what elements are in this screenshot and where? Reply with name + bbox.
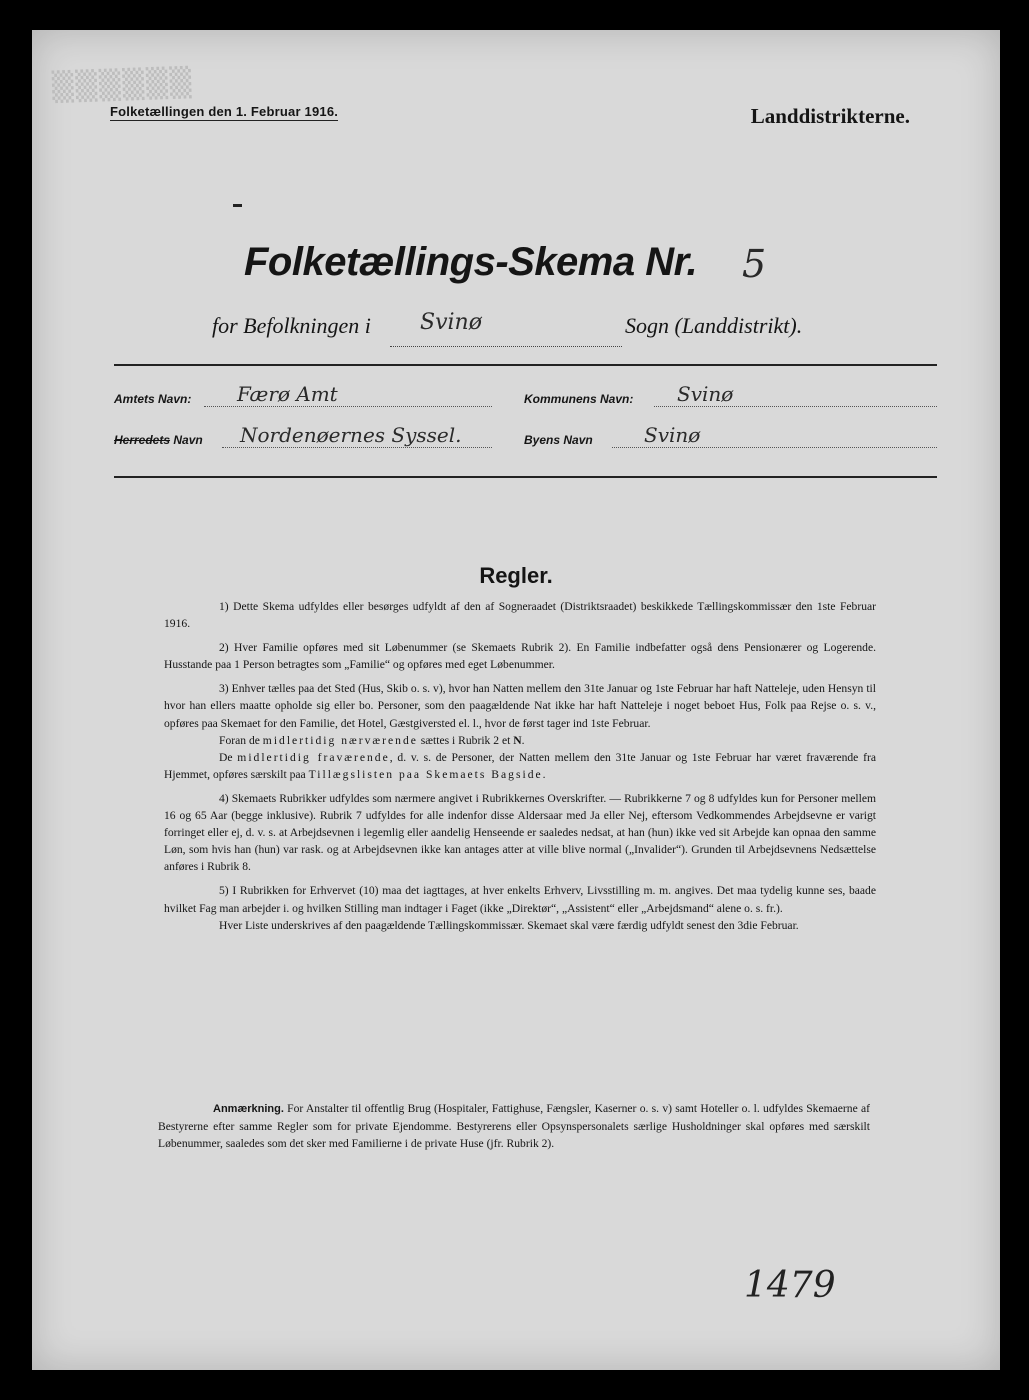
form-title: Folketællings-Skema Nr. [244,240,698,284]
amt-value-handwritten: Færø Amt [237,382,338,406]
census-form-sheet [32,30,1000,1370]
archive-number-handwritten: 1479 [744,1265,836,1306]
rule-5: 5) I Rubrikken for Erhvervet (10) maa det iagttages, at hver enkelts Erhverv, Livsstilling m. m. angives. Det maa tydelig kunne ses, baade hvilket Fag man arbejder i. og hvilken Stilling man indtager i Faget (ikke „Direktør“, „Assistent“ eller „Arbejdsmand“ alene o. s. fr.). [164,884,876,915]
sogn-value-handwritten: Svinø [420,310,482,335]
kommune-value-handwritten: Svinø [677,382,734,406]
herred-label [114,433,203,447]
ink-mark [233,204,242,207]
rule-3-absent: De midlertidig fraværende, d. v. s. de Personer, der Natten mellem den 31te Januar og 1ste Februar har været fraværende fra Hjemmet, opføres særskilt paa Tillægslisten paa Skemaets Bagside. [164,750,876,781]
herred-value-handwritten: Nordenøernes Syssel. [240,423,462,447]
annotation-text: For Anstalter til offentlig Brug (Hospitaler, Fattighuse, Fængsler, Kaserner o. s. v) samt Hoteller o. l. udfyldes Skemaerne af Bestyrerne efter samme Regler som for private Ejendomme. Bestyrerens eller Opsynspersonalets særlige Husholdninger skal opføres med særskilt Løbenummer, saaledes som det sker med Familierne i de private Huse (jfr. Rubrik 2). [158,1102,870,1151]
by-value-handwritten: Svinø [644,423,701,447]
census-date-header: Folketællingen den 1. Februar 1916. [110,104,339,119]
herred-label-struck: Herredets [114,433,171,447]
population-line-suffix: Sogn (Landdistrikt). [625,313,803,338]
rule-1: 1) Dette Skema udfyldes eller besørges udfyldt af den af Sogneraadet (Distriktsraadet) beskikkede Tællingskommissær den 1ste Februar 1916. [164,600,876,631]
bleed-through-stamp: ▒▒▒▒▒▒ [51,65,194,104]
rule-2: 2) Hver Familie opføres med sit Løbenummer (se Skemaets Rubrik 2). En Familie indbefatter også dens Pensionærer og Logerende. Husstande paa 1 Person betragtes som „Familie“ og opføres med eget Løbenummer. [164,641,876,672]
rule-6: Hver Liste underskrives af den paagældende Tællingskommissær. Skemaet skal være færdig udfyldt senest den 3die Februar. [219,918,799,932]
kommune-label: Kommunens Navn: [524,392,634,406]
form-number-handwritten: 5 [742,242,767,286]
district-type-header: Landdistrikterne. [750,104,910,128]
rule-3: 3) Enhver tælles paa det Sted (Hus, Skib o. s. v), hvor han Natten mellem den 31te Januar og 1ste Februar har haft Natteleje, uden Hensyn til hvor han ellers maatte opholde sig eller bo. Personer, som den paagældende Nat ikke har haft Natteleje i noget beboet Hus, Folk paa Rejse o. s. v., opføres paa Skemaet for den Familie, det Hotel, Gæstgiversted el. l., hvor de først tager ind 1ste Februar. [164,682,876,730]
rules-title: Regler. [479,563,553,588]
population-line-prefix: for Befolkningen i [212,313,371,338]
rules-body [164,598,876,941]
rule-3-present: Foran de midlertidig nærværende sættes i Rubrik 2 et N. [219,733,525,747]
top-divider [114,364,937,366]
herred-label-rest: Navn [170,433,203,447]
by-label: Byens Navn [524,433,593,447]
fields-divider [114,476,937,478]
annotation-label: Anmærkning. [213,1103,284,1115]
rule-4: 4) Skemaets Rubrikker udfyldes som nærmere angivet i Rubrikkernes Overskrifter. — Rubrikkerne 7 og 8 udfyldes kun for Personer mellem 16 og 65 Aar (begge inklusive). Rubrik 7 udfyldes for alle indenfor disse Aldersaar med Ja eller Nej, eftersom Vedkommendes Arbejdsevne er varigt forringet eller ej, d. v. s. at Arbejdsevnen i legemlig eller aandelig Henseende er saaledes nedsat, at han (hun) ikke ved sit Arbejde kan opnaa den samme Løn, som hvis han (hun) var rask. og at Arbejdsevnen ikke kan antages atter at ville blive normal („Invalider“). Grunden til Arbejdsevnens Nedsættelse anføres i Rubrik 8. [164,791,876,874]
amt-label: Amtets Navn: [114,392,192,406]
annotation-paragraph [158,1100,870,1152]
